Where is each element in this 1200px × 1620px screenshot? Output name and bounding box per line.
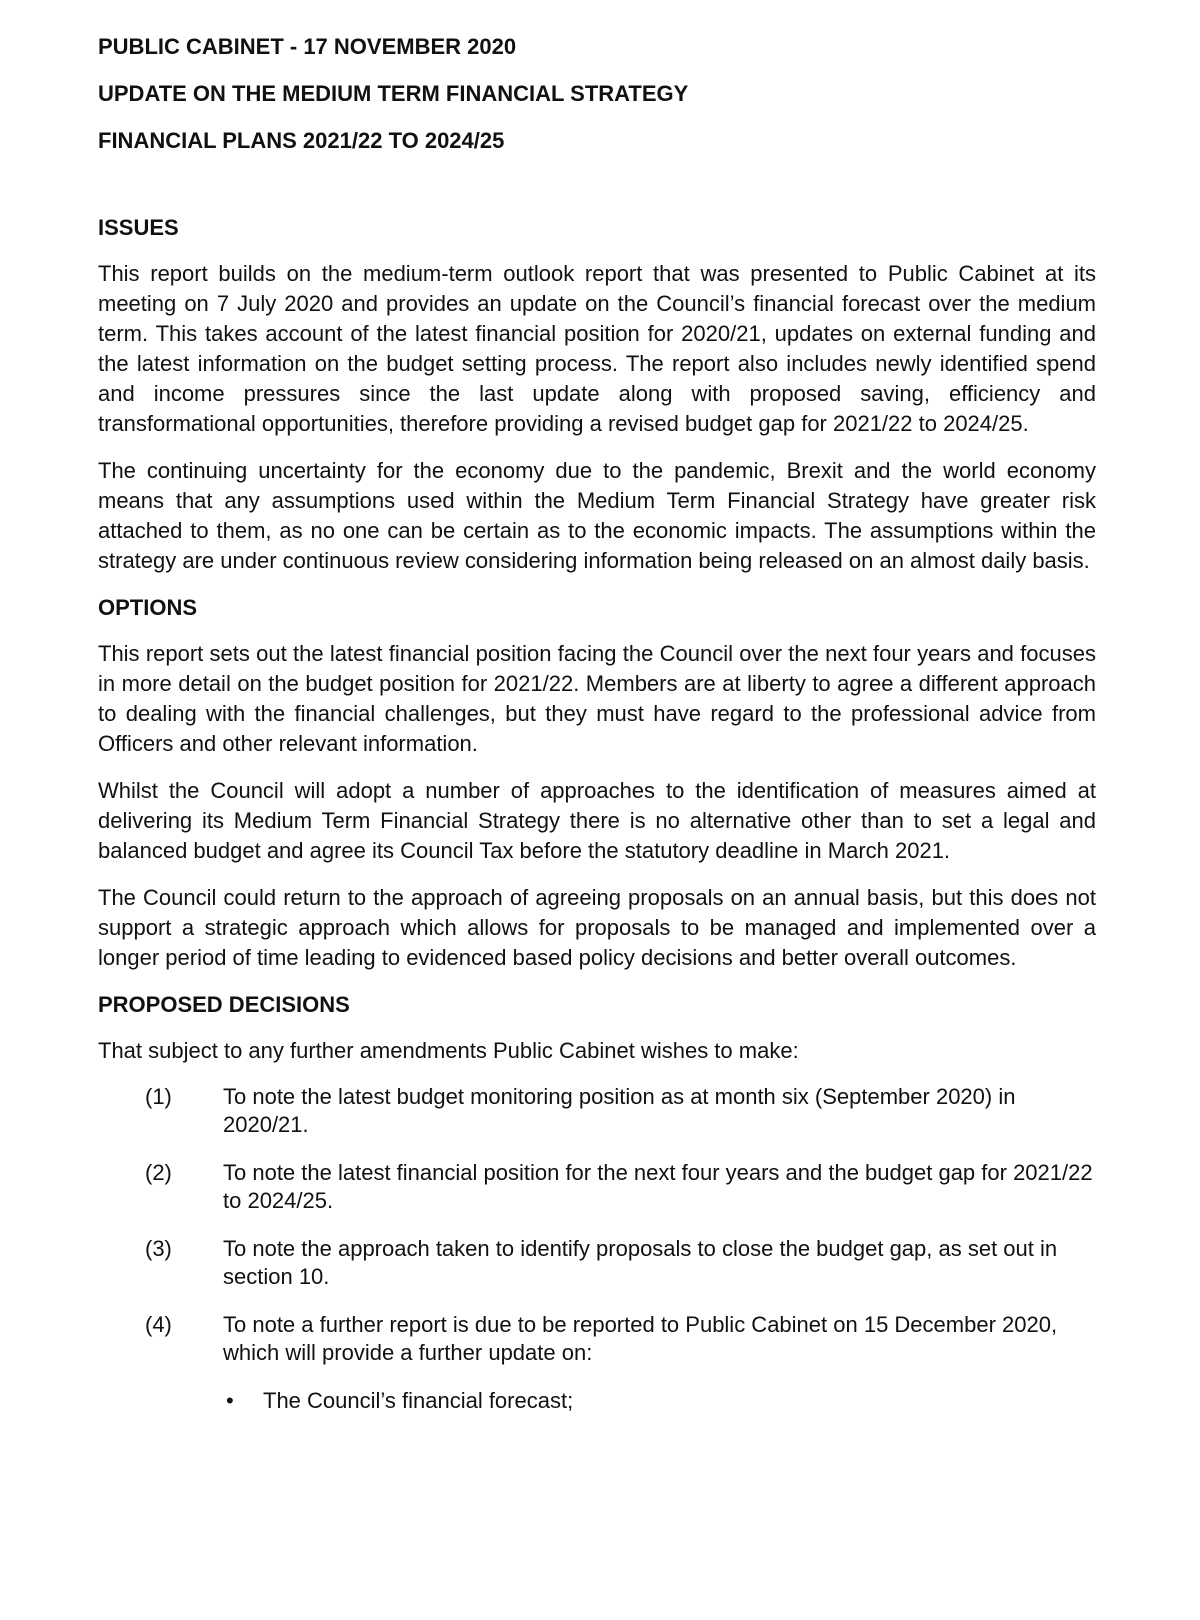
sublist-item-text: The Council’s financial forecast; bbox=[263, 1388, 574, 1413]
decision-text: To note the latest financial position for the next four years and the budget gap for 2021/22 to 2024/25. bbox=[223, 1160, 1093, 1213]
issues-heading: ISSUES bbox=[98, 215, 179, 240]
decision-item-1 bbox=[98, 1083, 1096, 1139]
proposed-decisions-heading: PROPOSED DECISIONS bbox=[98, 992, 350, 1017]
report-title: UPDATE ON THE MEDIUM TERM FINANCIAL STRATEGY bbox=[98, 81, 689, 106]
meeting-title: PUBLIC CABINET - 17 NOVEMBER 2020 bbox=[98, 34, 517, 59]
issues-paragraph-1: This report builds on the medium-term outlook report that was presented to Public Cabinet at its meeting on 7 July 2020 and provides an update on the Council’s financial forecast over the medium term. This takes account of the latest financial position for 2020/21, updates on external funding and the latest information on the budget setting process. The report also includes newly identified spend and income pressures since the last update along with proposed saving, efficiency and transformational opportunities, therefore providing a revised budget gap for 2021/22 to 2024/25. bbox=[98, 261, 1096, 436]
decision-item-2 bbox=[98, 1159, 1096, 1215]
options-heading: OPTIONS bbox=[98, 595, 198, 620]
bullet-icon: • bbox=[226, 1388, 234, 1413]
options-paragraph-3: The Council could return to the approach of agreeing proposals on an annual basis, but this does not support a strategic approach which allows for proposals to be managed and implemented over a longer period of time leading to evidenced based policy decisions and better overall outcomes. bbox=[98, 885, 1096, 970]
decision-number: (4) bbox=[145, 1312, 172, 1337]
decisions-intro: That subject to any further amendments Public Cabinet wishes to make: bbox=[98, 1038, 799, 1063]
decision-number: (3) bbox=[145, 1236, 172, 1261]
decision-item-3 bbox=[98, 1235, 1096, 1291]
decision-number: (1) bbox=[145, 1084, 172, 1109]
document-page bbox=[98, 30, 1096, 1435]
decisions-list bbox=[98, 1083, 1096, 1415]
report-subtitle: FINANCIAL PLANS 2021/22 TO 2024/25 bbox=[98, 128, 505, 153]
decision-text: To note the latest budget monitoring position as at month six (September 2020) in 2020/21. bbox=[223, 1084, 1016, 1137]
sublist-item bbox=[223, 1387, 1096, 1415]
options-paragraph-1: This report sets out the latest financial position facing the Council over the next four years and focuses in more detail on the budget position for 2021/22. Members are at liberty to agree a different approach to dealing with the financial challenges, but they must have regard to the professional advice from Officers and other relevant information. bbox=[98, 641, 1096, 756]
options-paragraph-2: Whilst the Council will adopt a number of approaches to the identification of measures aimed at delivering its Medium Term Financial Strategy there is no alternative other than to set a legal and balanced budget and agree its Council Tax before the statutory deadline in March 2021. bbox=[98, 778, 1096, 863]
decision-text: To note the approach taken to identify proposals to close the budget gap, as set out in section 10. bbox=[223, 1236, 1058, 1289]
decision-number: (2) bbox=[145, 1160, 172, 1185]
decision-sublist bbox=[223, 1387, 1096, 1415]
issues-paragraph-2: The continuing uncertainty for the economy due to the pandemic, Brexit and the world economy means that any assumptions used within the Medium Term Financial Strategy have greater risk attached to them, as no one can be certain as to the economic impacts. The assumptions within the strategy are under continuous review considering information being released on an almost daily basis. bbox=[98, 458, 1096, 573]
decision-text: To note a further report is due to be reported to Public Cabinet on 15 December 2020, which will provide a further update on: bbox=[223, 1312, 1058, 1365]
decision-item-4 bbox=[98, 1311, 1096, 1415]
